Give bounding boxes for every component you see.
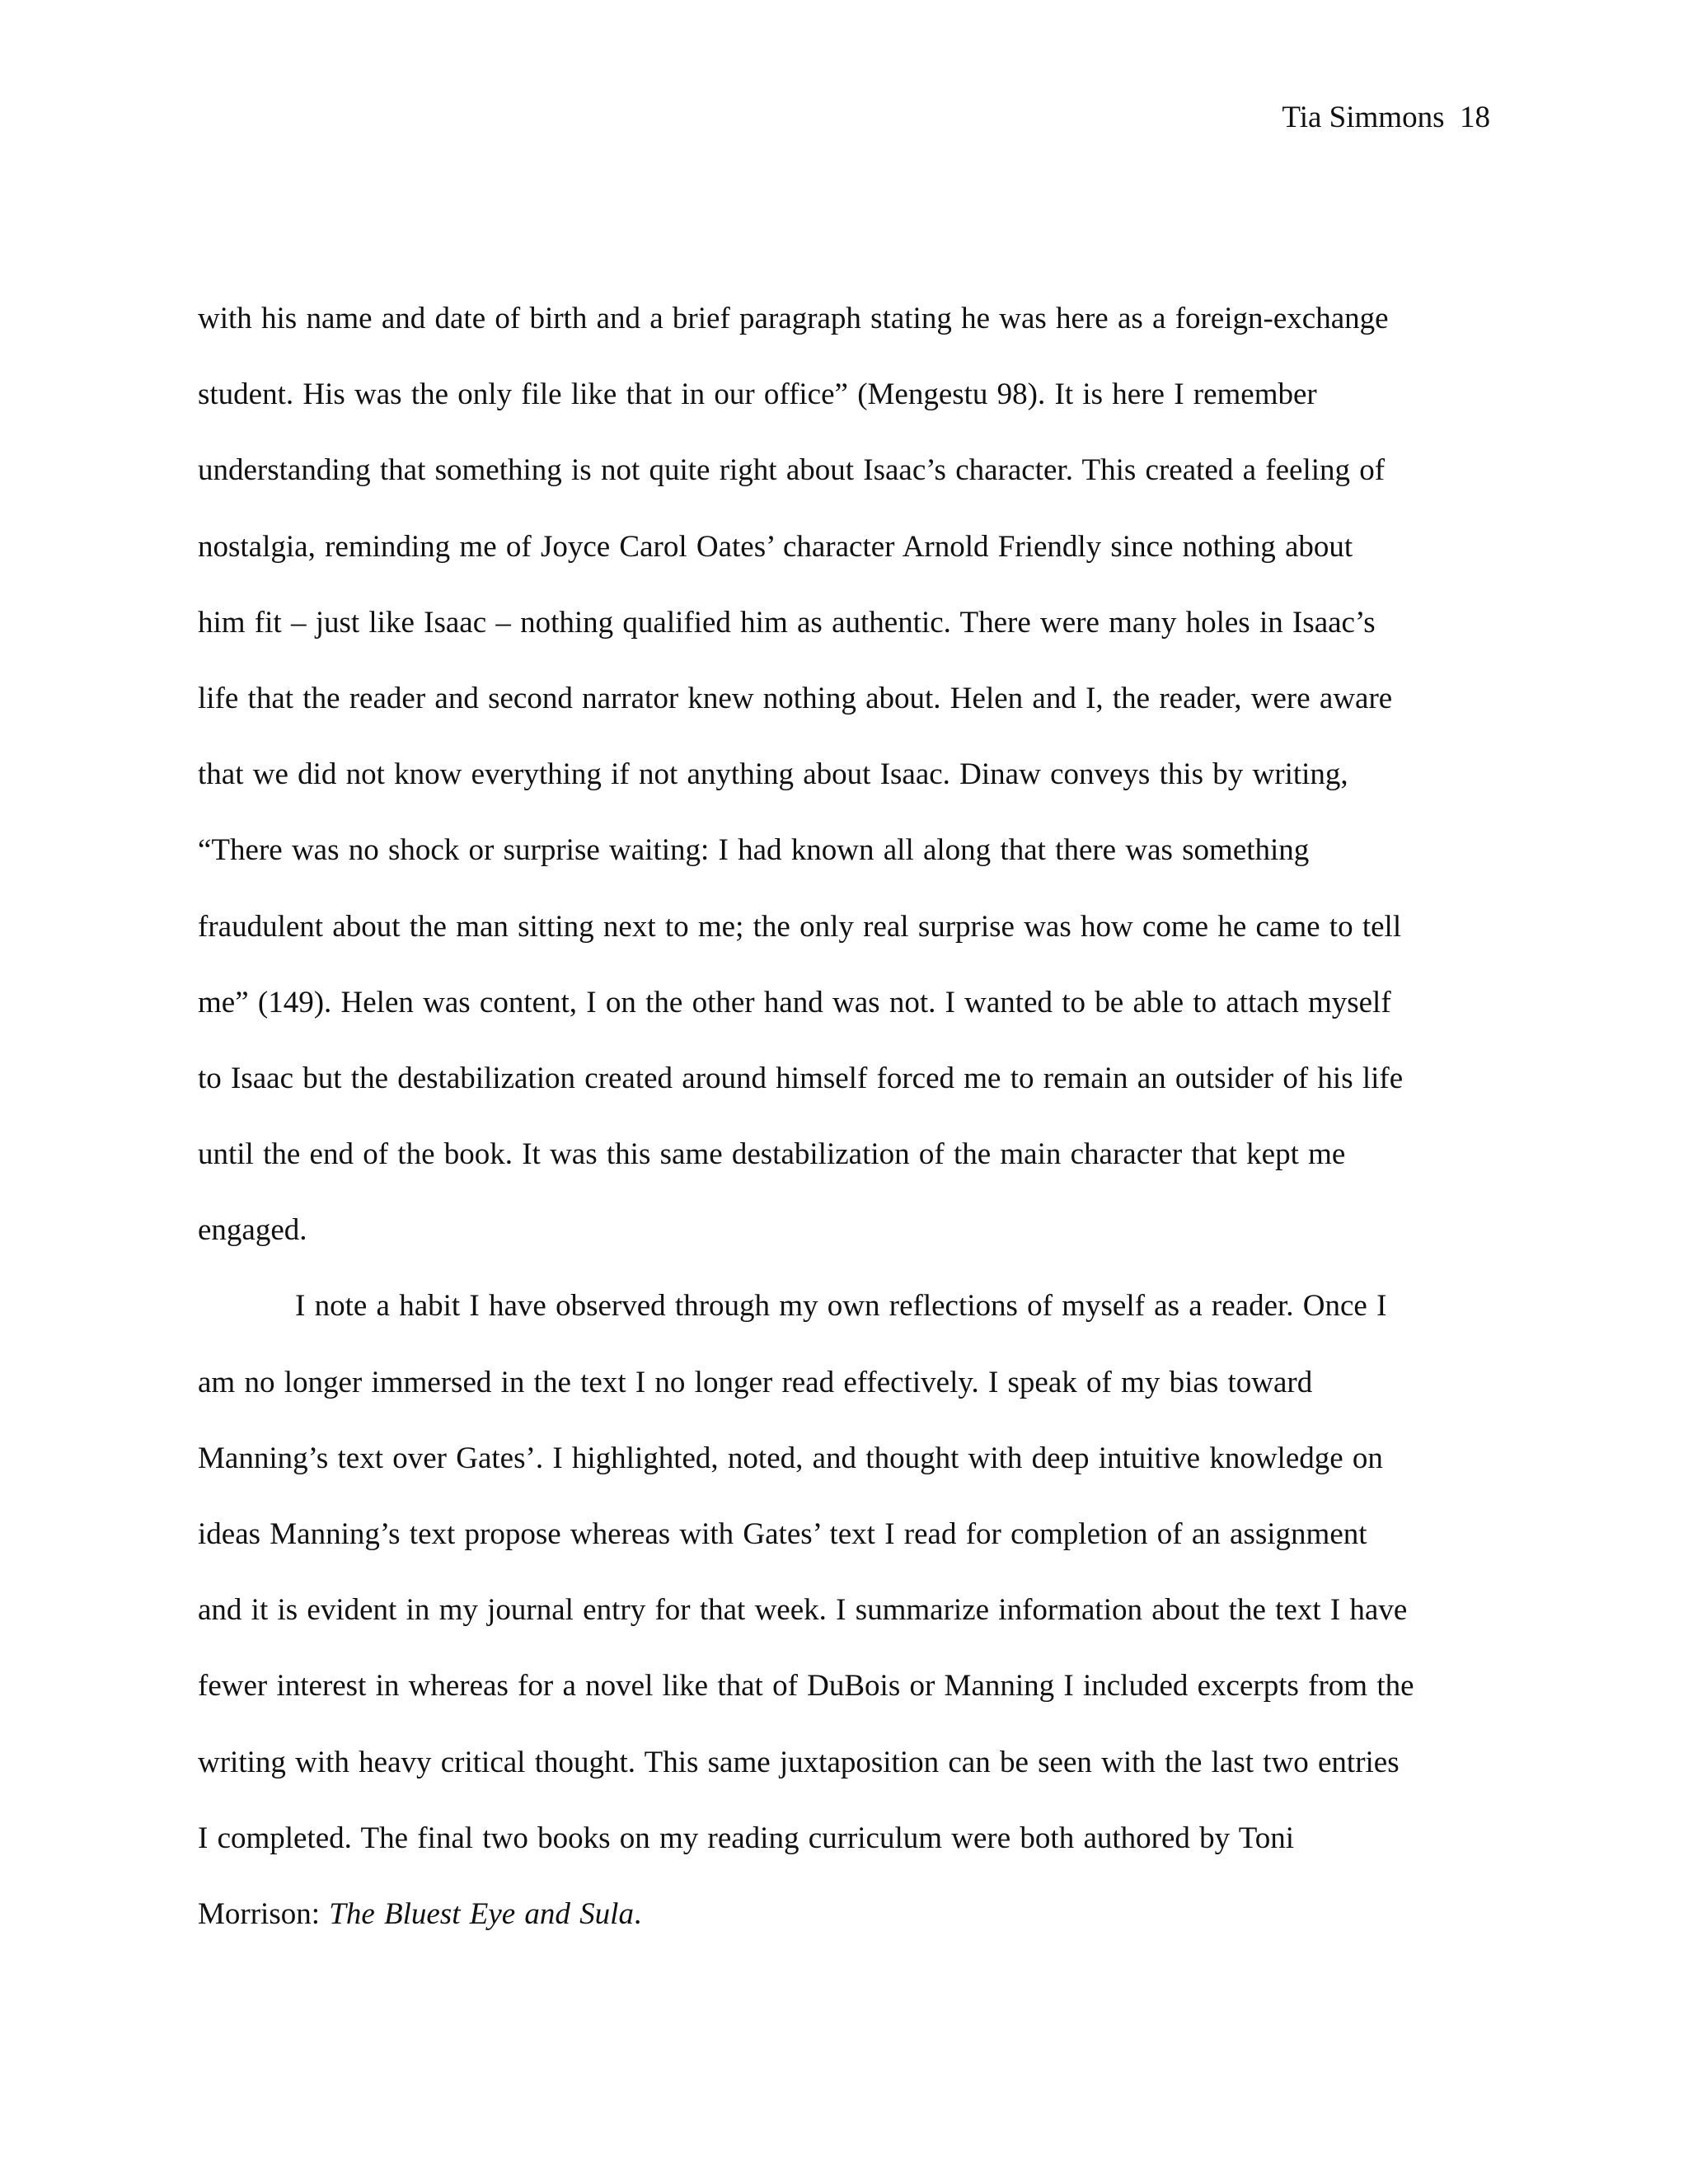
- text-line: I note a habit I have observed through my own reflections of myself as a reader. Once I: [295, 1289, 1387, 1324]
- text-line: fewer interest in whereas for a novel like that of DuBois or Manning I included excerpts from the: [198, 1669, 1414, 1704]
- text-line: writing with heavy critical thought. This same juxtaposition can be seen with the last two entries: [198, 1745, 1400, 1779]
- text-line-last: [198, 1894, 1508, 1970]
- text-line: with his name and date of birth and a brief paragraph stating he was here as a foreign-exchange: [198, 302, 1389, 335]
- line-suffix: .: [633, 1896, 642, 1931]
- text-line: him fit – just like Isaac – nothing qualified him as authentic. There were many holes in Isaac’s: [198, 605, 1376, 640]
- header-author: Tia Simmons: [1282, 101, 1445, 134]
- text-line: ideas Manning’s text propose whereas with Gates’ text I read for completion of an assignment: [198, 1517, 1367, 1551]
- text-line: student. His was the only file like that in our office” (Mengestu 98). It is here I remember: [198, 377, 1317, 412]
- text-line: to Isaac but the destabilization created around himself forced me to remain an outsider of his life: [198, 1061, 1404, 1095]
- book-titles: The Bluest Eye and Sula: [329, 1896, 634, 1931]
- paragraph-1: [198, 298, 1508, 1286]
- text-line: that we did not know everything if not anything about Isaac. Dinaw conveys this by writing,: [198, 757, 1348, 792]
- text-line: I completed. The final two books on my reading curriculum were both authored by Toni: [198, 1821, 1295, 1855]
- text-line: life that the reader and second narrator knew nothing about. Helen and I, the reader, were aware: [198, 681, 1393, 715]
- text-line: “There was no shock or surprise waiting: I had known all along that there was something: [198, 833, 1310, 868]
- running-header: [1282, 97, 1490, 138]
- line-prefix: Morrison:: [198, 1896, 330, 1931]
- body-text: [198, 298, 1508, 1970]
- text-line: nostalgia, reminding me of Joyce Carol Oates’ character Arnold Friendly since nothing about: [198, 529, 1353, 564]
- text-line: me” (149). Helen was content, I on the other hand was not. I wanted to be able to attach myself: [198, 985, 1391, 1019]
- text-line: engaged.: [198, 1213, 307, 1248]
- paragraph-2: [198, 1286, 1508, 1970]
- text-line: understanding that something is not quite right about Isaac’s character. This created a feeling of: [198, 453, 1386, 488]
- text-line: am no longer immersed in the text I no longer read effectively. I speak of my bias toward: [198, 1365, 1313, 1399]
- text-line: until the end of the book. It was this same destabilization of the main character that kept me: [198, 1137, 1346, 1172]
- text-line: fraudulent about the man sitting next to me; the only real surprise was how come he came to tell: [198, 909, 1402, 944]
- text-line: Manning’s text over Gates’. I highlighted, noted, and thought with deep intuitive knowledge on: [198, 1441, 1383, 1475]
- header-page-number: 18: [1460, 101, 1490, 134]
- text-line: and it is evident in my journal entry for that week. I summarize information about the text I have: [198, 1593, 1408, 1628]
